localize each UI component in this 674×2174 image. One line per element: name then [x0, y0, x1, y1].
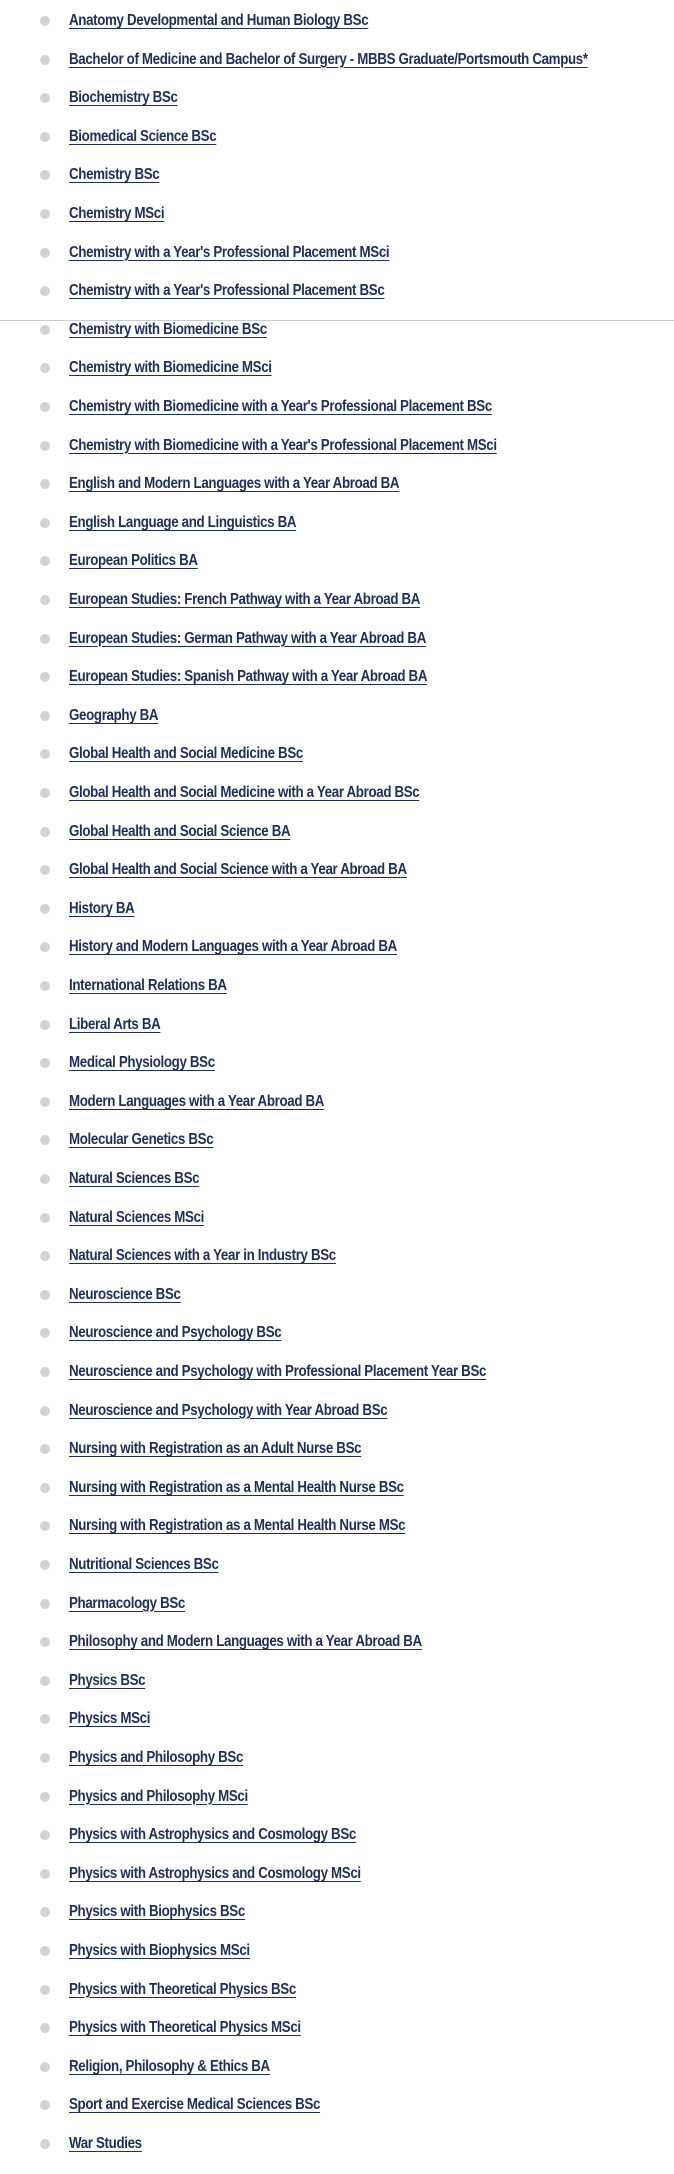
list-item [0, 427, 674, 466]
bullet-icon [40, 1251, 50, 1261]
bullet-icon [40, 2023, 50, 2033]
bullet-icon [40, 1483, 50, 1493]
course-link[interactable]: Chemistry with Biomedicine with a Year's Professional Placement MSci [69, 436, 497, 454]
bullet-icon [40, 1097, 50, 1107]
course-link[interactable]: Chemistry with a Year's Professional Placement MSci [69, 243, 390, 261]
course-link[interactable]: Biomedical Science BSc [69, 127, 217, 145]
course-link[interactable]: Physics BSc [69, 1671, 146, 1689]
list-item [0, 195, 674, 234]
course-link[interactable]: Neuroscience and Psychology with Year Abroad BSc [69, 1401, 388, 1419]
course-link[interactable]: Physics with Astrophysics and Cosmology BSc [69, 1826, 356, 1844]
bullet-icon [40, 942, 50, 952]
list-item [0, 1585, 674, 1624]
bullet-icon [40, 479, 50, 489]
bullet-icon [40, 93, 50, 103]
bullet-icon [40, 1174, 50, 1184]
course-link[interactable]: Modern Languages with a Year Abroad BA [69, 1092, 325, 1110]
list-item [0, 41, 674, 80]
list-item [0, 388, 674, 427]
course-link[interactable]: Medical Physiology BSc [69, 1054, 215, 1072]
list-item [0, 1855, 674, 1894]
course-link[interactable]: Natural Sciences MSci [69, 1208, 205, 1226]
list-item [0, 967, 674, 1006]
course-link[interactable]: Pharmacology BSc [69, 1594, 185, 1612]
bullet-icon [40, 16, 50, 26]
course-link[interactable]: Nursing with Registration as an Adult Nurse BSc [69, 1440, 362, 1458]
bullet-icon [40, 1599, 50, 1609]
list-item [0, 1083, 674, 1122]
list-item [0, 2086, 674, 2125]
course-link[interactable]: Natural Sciences BSc [69, 1170, 200, 1187]
bullet-icon [40, 1290, 50, 1300]
list-item [0, 1276, 674, 1315]
bullet-icon [40, 55, 50, 65]
course-link[interactable]: Chemistry with Biomedicine MSci [69, 359, 272, 377]
course-link[interactable]: Chemistry with Biomedicine BSc [69, 320, 267, 338]
course-link[interactable]: Physics with Astrophysics and Cosmology MSci [69, 1864, 361, 1882]
bullet-icon [40, 132, 50, 142]
course-link[interactable]: European Studies: German Pathway with a Year Abroad BA [69, 629, 426, 647]
list-item [0, 1469, 674, 1508]
course-link[interactable]: Physics and Philosophy BSc [69, 1749, 244, 1766]
course-link[interactable]: Neuroscience and Psychology with Professional Placement Year BSc [69, 1363, 487, 1380]
list-item [0, 813, 674, 852]
bullet-icon [40, 441, 50, 451]
course-link[interactable]: Neuroscience and Psychology BSc [69, 1324, 282, 1342]
list-item [0, 2048, 674, 2087]
list-item [0, 658, 674, 697]
bullet-icon [40, 402, 50, 412]
bullet-icon [40, 2100, 50, 2110]
bullet-icon [40, 711, 50, 721]
list-item [0, 118, 674, 157]
bullet-icon [40, 1714, 50, 1724]
bullet-icon [40, 1406, 50, 1416]
course-link[interactable]: Global Health and Social Medicine with a Year Abroad BSc [69, 784, 420, 801]
bullet-icon [40, 749, 50, 759]
bullet-icon [40, 1637, 50, 1647]
list-item [0, 79, 674, 118]
list-item [0, 234, 674, 273]
course-link[interactable]: History BA [69, 899, 135, 917]
bullet-icon [40, 170, 50, 180]
course-link[interactable]: Physics with Biophysics MSci [69, 1942, 250, 1959]
bullet-icon [40, 1985, 50, 1995]
course-link[interactable]: Philosophy and Modern Languages with a Year Abroad BA [69, 1633, 422, 1651]
bullet-icon [40, 1676, 50, 1686]
course-link[interactable]: Physics MSci [69, 1710, 151, 1728]
list-item [0, 735, 674, 774]
bullet-icon [40, 286, 50, 296]
bullet-icon [40, 1020, 50, 1030]
list-item [0, 620, 674, 659]
course-link[interactable]: Geography BA [69, 706, 159, 724]
list-item [0, 156, 674, 195]
bullet-icon [40, 363, 50, 373]
bullet-icon [40, 827, 50, 837]
list-item [0, 1778, 674, 1817]
bullet-icon [40, 518, 50, 528]
list-item [0, 1353, 674, 1392]
course-link[interactable]: History and Modern Languages with a Year Abroad BA [69, 938, 397, 956]
course-link[interactable]: Nursing with Registration as a Mental Health Nurse BSc [69, 1478, 404, 1496]
bullet-icon [40, 1367, 50, 1377]
bullet-icon [40, 1213, 50, 1223]
course-link[interactable]: Chemistry BSc [69, 166, 160, 184]
bullet-icon [40, 1444, 50, 1454]
list-item [0, 1700, 674, 1739]
list-item [0, 1430, 674, 1469]
bullet-icon [40, 788, 50, 798]
list-item [0, 1971, 674, 2010]
bullet-icon [40, 865, 50, 875]
course-link[interactable]: Nutritional Sciences BSc [69, 1556, 219, 1573]
bullet-icon [40, 248, 50, 258]
bullet-icon [40, 1328, 50, 1338]
course-link[interactable]: Physics with Theoretical Physics BSc [69, 1980, 296, 1998]
list-item [0, 928, 674, 967]
bullet-icon [40, 1135, 50, 1145]
course-link[interactable]: European Politics BA [69, 552, 198, 570]
course-link[interactable]: Religion, Philosophy & Ethics BA [69, 2057, 270, 2075]
course-link[interactable]: Chemistry with Biomedicine with a Year's Professional Placement BSc [69, 398, 492, 415]
course-link[interactable]: Nursing with Registration as a Mental Health Nurse MSc [69, 1517, 406, 1535]
bullet-icon [40, 1907, 50, 1917]
course-link[interactable]: European Studies: Spanish Pathway with a Year Abroad BA [69, 668, 428, 686]
list-item [0, 774, 674, 813]
list-item [0, 581, 674, 620]
course-link[interactable]: Molecular Genetics BSc [69, 1131, 214, 1149]
list-item [0, 542, 674, 581]
bullet-icon [40, 634, 50, 644]
list-item [0, 1160, 674, 1199]
bullet-icon [40, 556, 50, 566]
list-item [0, 1932, 674, 1971]
list-item [0, 1237, 674, 1276]
list-item [0, 1199, 674, 1238]
list-item [0, 1121, 674, 1160]
course-link[interactable]: Sport and Exercise Medical Sciences BSc [69, 2096, 321, 2114]
list-item [0, 1893, 674, 1932]
course-link[interactable]: Anatomy Developmental and Human Biology BSc [69, 12, 369, 29]
course-link[interactable]: Global Health and Social Science BA [69, 822, 291, 840]
bullet-icon [40, 209, 50, 219]
bullet-icon [40, 981, 50, 991]
list-item [0, 1006, 674, 1045]
list-item [0, 1546, 674, 1585]
list-item [0, 1623, 674, 1662]
list-item [0, 504, 674, 543]
course-link[interactable]: Global Health and Social Science with a Year Abroad BA [69, 861, 407, 879]
list-item [0, 1816, 674, 1855]
bullet-icon [40, 1560, 50, 1570]
course-link[interactable]: Neuroscience BSc [69, 1285, 181, 1303]
bullet-icon [40, 1792, 50, 1802]
list-item [0, 465, 674, 504]
bullet-icon [40, 1058, 50, 1068]
bullet-icon [40, 1830, 50, 1840]
list-item [0, 697, 674, 736]
list-item [0, 2125, 674, 2164]
list-item [0, 1314, 674, 1353]
course-link[interactable]: Chemistry with a Year's Professional Placement BSc [69, 282, 385, 300]
bullet-icon [40, 595, 50, 605]
list-item [0, 1507, 674, 1546]
list-item [0, 349, 674, 388]
bullet-icon [40, 2062, 50, 2072]
bullet-icon [40, 1753, 50, 1763]
list-item [0, 2, 674, 41]
list-item [0, 851, 674, 890]
list-item [0, 1392, 674, 1431]
list-item [0, 1662, 674, 1701]
course-link[interactable]: English Language and Linguistics BA [69, 513, 297, 531]
course-link[interactable]: Global Health and Social Medicine BSc [69, 745, 303, 763]
bullet-icon [40, 1521, 50, 1531]
course-link[interactable]: Physics with Biophysics BSc [69, 1903, 245, 1921]
bullet-icon [40, 1946, 50, 1956]
course-link[interactable]: Chemistry MSci [69, 205, 165, 222]
course-link[interactable]: War Studies [69, 2135, 142, 2152]
course-link[interactable]: Natural Sciences with a Year in Industry BSc [69, 1247, 336, 1265]
list-item [0, 890, 674, 929]
list-item [0, 2009, 674, 2048]
course-link[interactable]: Biochemistry BSc [69, 89, 178, 107]
list-item [0, 1044, 674, 1083]
course-link[interactable]: English and Modern Languages with a Year Abroad BA [69, 475, 400, 493]
list-item [0, 1739, 674, 1778]
bullet-icon [40, 1869, 50, 1879]
bullet-icon [40, 325, 50, 335]
bullet-icon [40, 2139, 50, 2149]
course-link[interactable]: Physics with Theoretical Physics MSci [69, 2019, 301, 2037]
course-link[interactable]: Bachelor of Medicine and Bachelor of Surgery - MBBS Graduate/Portsmouth Campus* [69, 50, 588, 68]
list-item [0, 311, 674, 350]
bullet-icon [40, 672, 50, 682]
bullet-icon [40, 904, 50, 914]
course-link[interactable]: Physics and Philosophy MSci [69, 1787, 248, 1805]
course-link[interactable]: Liberal Arts BA [69, 1015, 161, 1033]
course-link[interactable]: International Relations BA [69, 977, 227, 994]
course-link[interactable]: European Studies: French Pathway with a Year Abroad BA [69, 591, 421, 608]
divider [0, 320, 674, 321]
list-item [0, 272, 674, 311]
